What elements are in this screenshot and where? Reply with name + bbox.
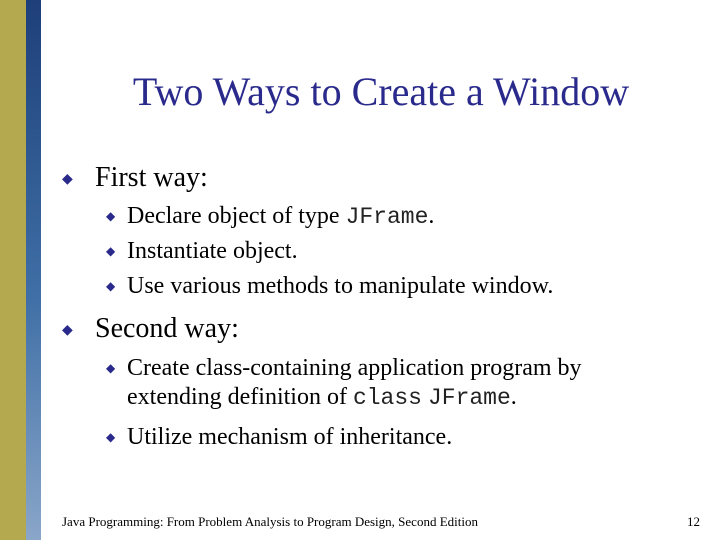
list-item-declare <box>127 202 434 231</box>
diamond-bullet-icon: ◆ <box>106 361 116 375</box>
diamond-bullet-icon: ◆ <box>106 244 116 258</box>
diamond-bullet-icon: ◆ <box>106 279 116 293</box>
list-item-use-methods: Use various methods to manipulate window. <box>127 273 554 299</box>
list-item-punctuation: . <box>428 203 435 229</box>
slide-title: Two Ways to Create a Window <box>132 69 630 114</box>
code-jframe: JFrame <box>427 385 511 411</box>
diamond-bullet-icon: ◆ <box>106 209 116 223</box>
left-stripe-olive <box>0 0 26 540</box>
list-item-create-class-line2 <box>127 383 517 412</box>
section-heading-second-way: Second way: <box>95 313 239 344</box>
code-jframe: JFrame <box>345 204 429 230</box>
list-item-text: Declare object of type <box>127 203 346 229</box>
list-item-inheritance: Utilize mechanism of inheritance. <box>127 424 453 450</box>
list-item-punctuation: . <box>510 384 517 410</box>
diamond-bullet-icon: ◆ <box>106 430 116 444</box>
left-stripe-blue <box>26 0 41 540</box>
footer-text: Java Programming: From Problem Analysis to Program Design, Second Edition <box>62 514 478 529</box>
diamond-bullet-icon: ◆ <box>62 172 73 187</box>
list-item-instantiate: Instantiate object. <box>127 238 298 264</box>
section-heading-first-way: First way: <box>95 162 208 193</box>
diamond-bullet-icon: ◆ <box>62 323 73 338</box>
code-class: class <box>352 385 422 411</box>
list-item-create-class-line1: Create class-containing application program by <box>127 355 582 381</box>
page-number: 12 <box>687 514 700 529</box>
list-item-text: extending definition of <box>127 384 353 410</box>
